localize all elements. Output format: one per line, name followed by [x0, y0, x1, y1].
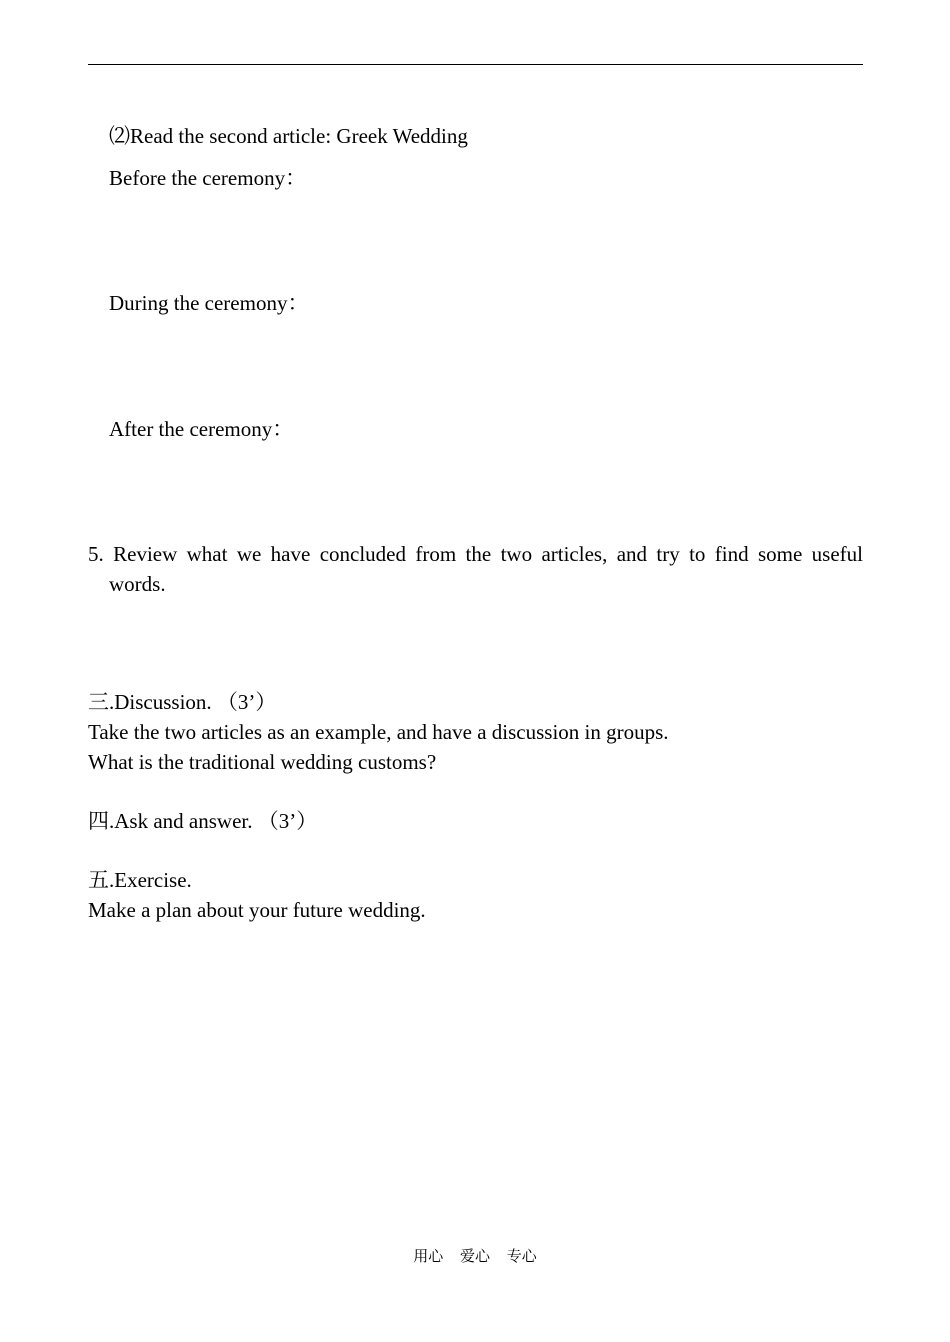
- before-ceremony-label: Before the ceremony：: [109, 166, 307, 190]
- section3-line1: Take the two articles as an example, and have a discussion in groups.: [88, 720, 669, 744]
- during-ceremony-label: During the ceremony：: [109, 291, 309, 315]
- footer-part-1: 用心: [413, 1247, 444, 1265]
- footer-part-3: 专心: [506, 1247, 537, 1265]
- section4-title: 四.Ask and answer. （3’）: [88, 809, 318, 833]
- footer-part-2: 爱心: [459, 1247, 490, 1265]
- section3-line2: What is the traditional wedding customs?: [88, 750, 437, 774]
- section3-title: 三.Discussion. （3’）: [88, 690, 277, 714]
- section5-line1: Make a plan about your future wedding.: [88, 898, 426, 922]
- item5-line1: 5. Review what we have concluded from the two articles, and try to find some useful: [88, 542, 863, 566]
- header-rule: [88, 64, 863, 65]
- after-ceremony-label: After the ceremony：: [109, 417, 294, 441]
- section5-title: 五.Exercise.: [88, 868, 192, 892]
- footer: [0, 1249, 950, 1264]
- item5-line2: words.: [109, 572, 166, 596]
- article-heading: ⑵Read the second article: Greek Wedding: [109, 124, 468, 148]
